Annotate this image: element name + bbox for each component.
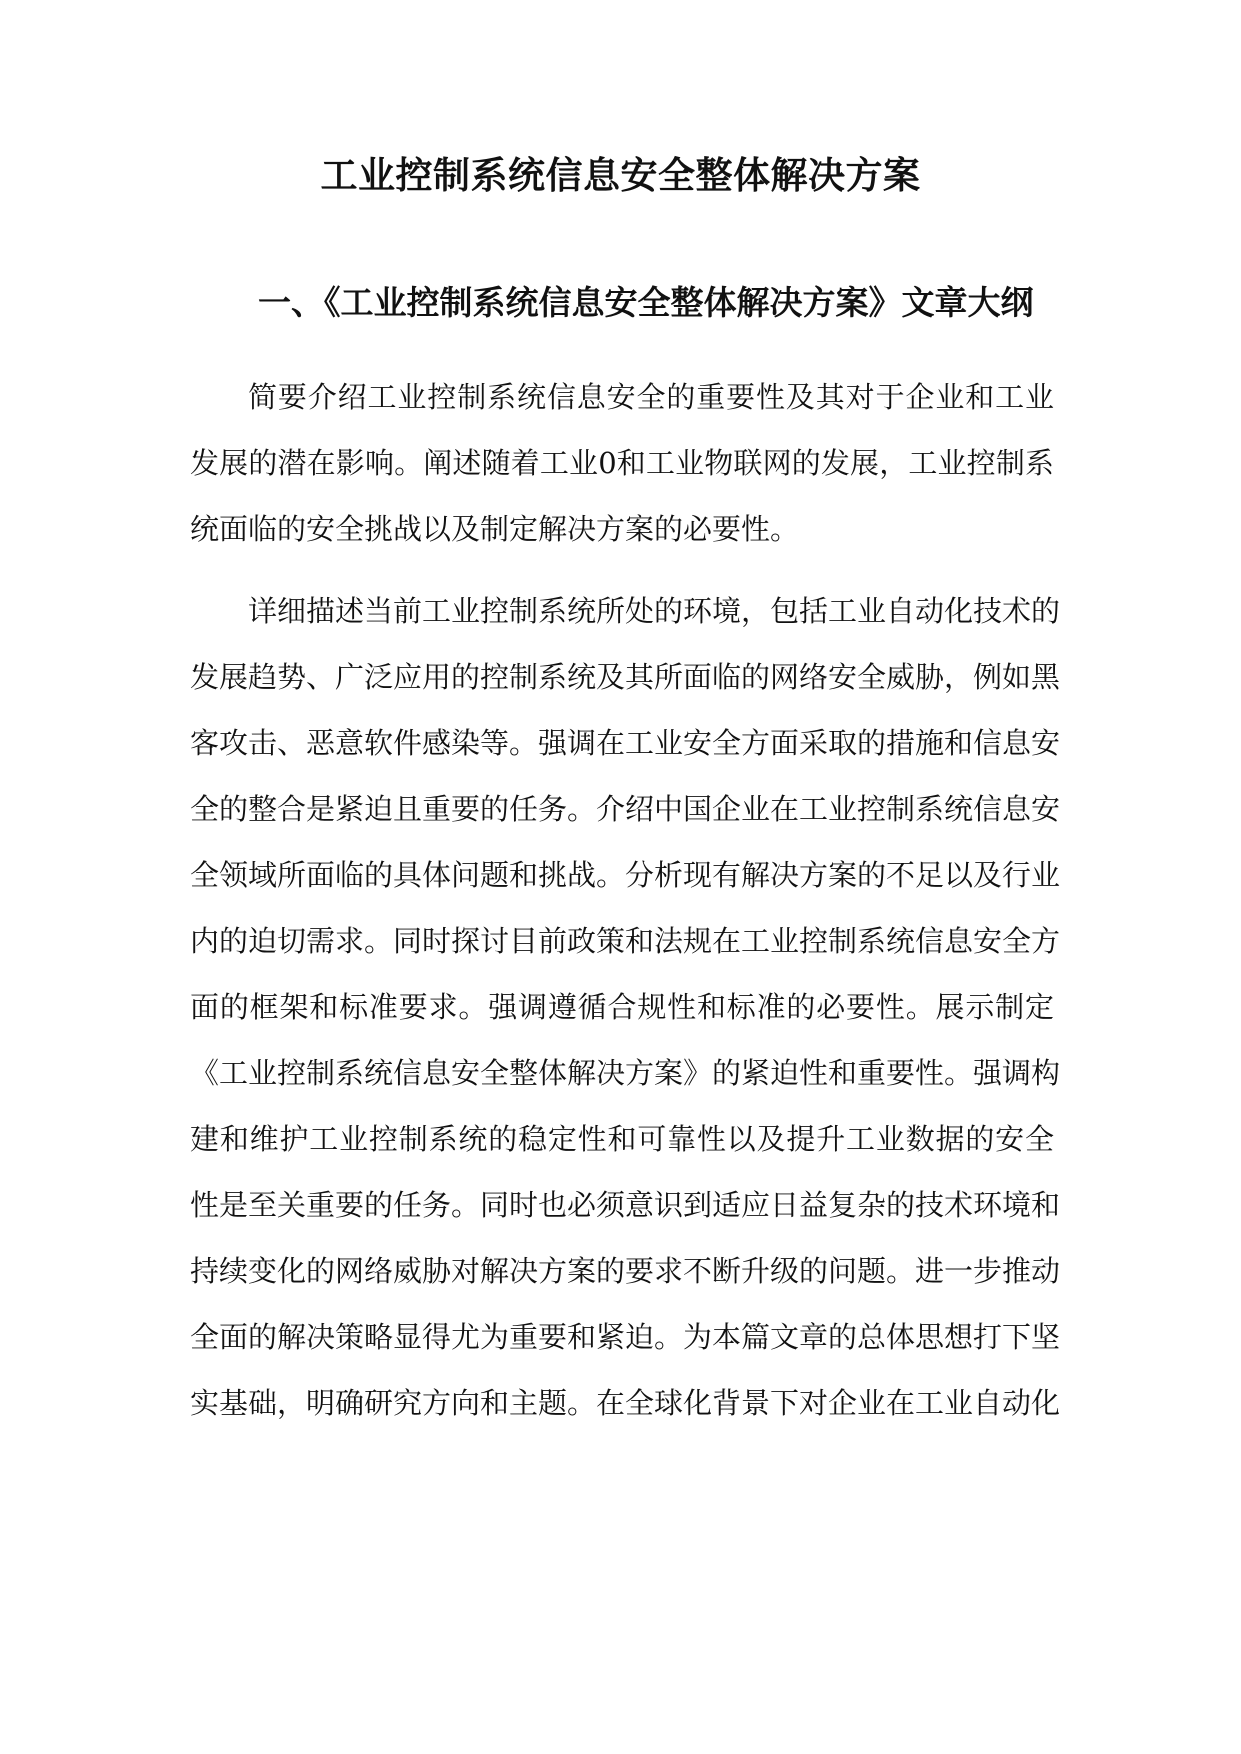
paragraph-line: 发展的潜在影响。阐述随着工业0和工业物联网的发展，工业控制系 — [190, 446, 1054, 480]
document-body — [190, 364, 1061, 1452]
paragraph — [190, 578, 1061, 1436]
paragraph-line: 持续变化的网络威胁对解决方案的要求不断升级的问题。进一步推动 — [190, 1254, 1061, 1288]
paragraph-line: 全领域所面临的具体问题和挑战。分析现有解决方案的不足以及行业 — [190, 858, 1061, 892]
section-heading: 一、《工业控制系统信息安全整体解决方案》文章大纲 — [258, 283, 1034, 322]
paragraph-line: 全面的解决策略显得尤为重要和紧迫。为本篇文章的总体思想打下坚 — [190, 1320, 1061, 1354]
paragraph-line: 简要介绍工业控制系统信息安全的重要性及其对于企业和工业 — [248, 380, 1054, 414]
paragraph-line: 发展趋势、广泛应用的控制系统及其所面临的网络安全威胁，例如黑 — [190, 660, 1061, 694]
paragraph-line: 面的框架和标准要求。强调遵循合规性和标准的必要性。展示制定 — [190, 990, 1054, 1024]
paragraph-line: 建和维护工业控制系统的稳定性和可靠性以及提升工业数据的安全 — [190, 1122, 1054, 1156]
paragraph-line: 全的整合是紧迫且重要的任务。介绍中国企业在工业控制系统信息安 — [190, 792, 1061, 826]
paragraph-line: 详细描述当前工业控制系统所处的环境，包括工业自动化技术的 — [248, 594, 1061, 628]
paragraph-line: 客攻击、恶意软件感染等。强调在工业安全方面采取的措施和信息安 — [190, 726, 1061, 760]
paragraph-line: 《工业控制系统信息安全整体解决方案》的紧迫性和重要性。强调构 — [190, 1056, 1061, 1090]
paragraph-line: 内的迫切需求。同时探讨目前政策和法规在工业控制系统信息安全方 — [190, 924, 1061, 958]
paragraph — [190, 364, 1054, 562]
document-title: 工业控制系统信息安全整体解决方案 — [320, 153, 921, 197]
paragraph-line: 实基础，明确研究方向和主题。在全球化背景下对企业在工业自动化 — [190, 1386, 1061, 1420]
paragraph-line: 统面临的安全挑战以及制定解决方案的必要性。 — [190, 512, 800, 546]
paragraph-line: 性是至关重要的任务。同时也必须意识到适应日益复杂的技术环境和 — [190, 1188, 1061, 1222]
